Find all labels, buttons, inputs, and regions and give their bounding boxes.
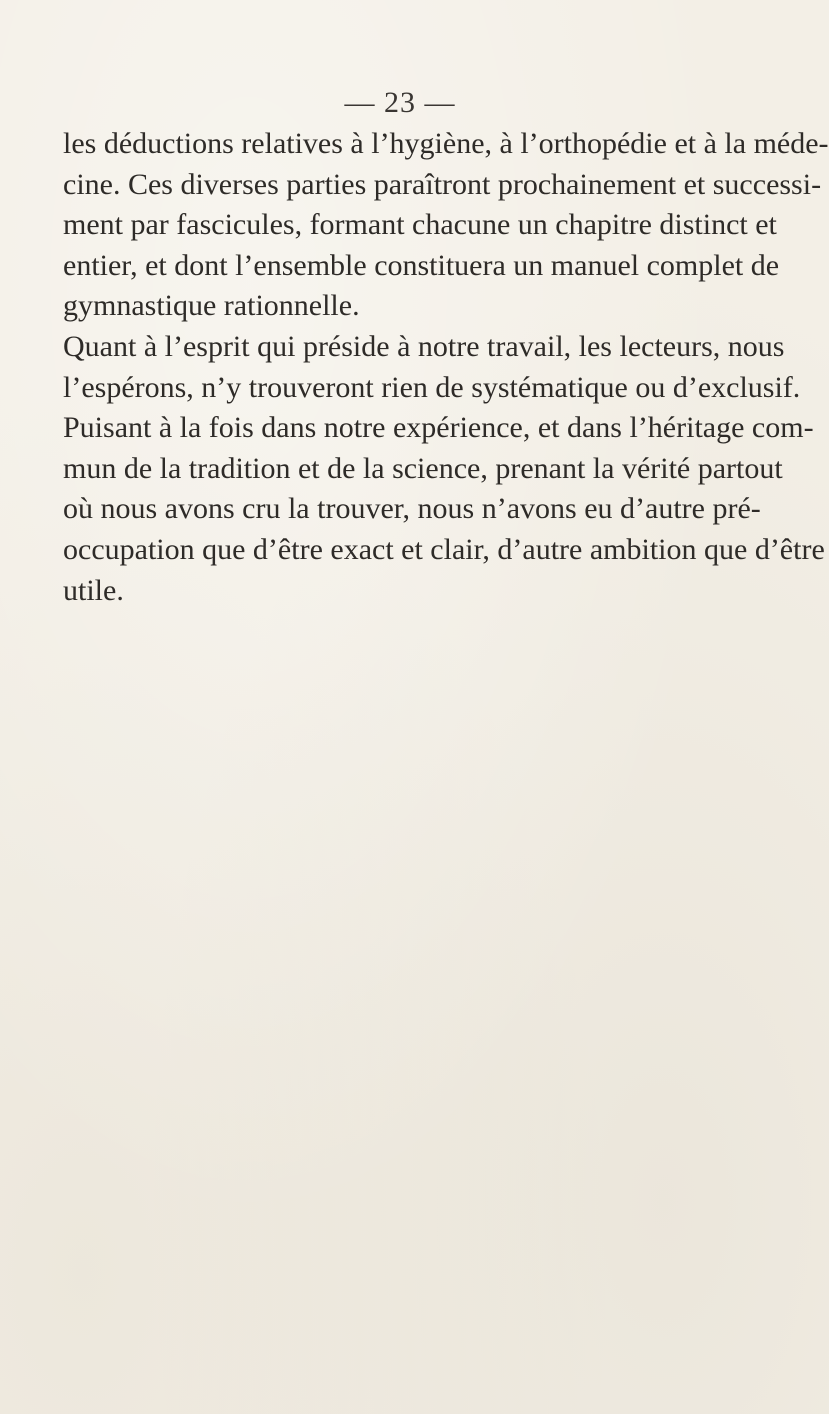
text-line-8: Puisant à la fois dans notre expérience, et dans l’héritage com- [63, 411, 814, 445]
text-line-3: ment par fascicules, formant chacune un chapitre distinct et [63, 208, 777, 242]
body-text [63, 124, 829, 611]
text-line-12: utile. [63, 573, 124, 607]
text-line-4: entier, et dont l’ensemble constituera un manuel complet de [63, 248, 780, 282]
text-line-5: gymnastique rationnelle. [63, 289, 360, 323]
text-line-1: les déductions relatives à l’hygiène, à l’orthopédie et à la méde- [63, 127, 829, 160]
text-line-2: cine. Ces diverses parties paraîtront prochainement et successi- [63, 167, 822, 201]
text-line-10: où nous avons cru la trouver, nous n’avons eu d’autre pré- [63, 492, 761, 526]
page-number: — 23 — [344, 86, 456, 119]
text-line-9: mun de la tradition et de la science, prenant la vérité partout [63, 451, 783, 485]
text-line-7: l’espérons, n’y trouveront rien de systématique ou d’exclusif. [63, 370, 801, 404]
text-line-11: occupation que d’être exact et clair, d’autre ambition que d’être [63, 532, 825, 566]
text-line-6: Quant à l’esprit qui préside à notre travail, les lecteurs, nous [63, 329, 785, 363]
